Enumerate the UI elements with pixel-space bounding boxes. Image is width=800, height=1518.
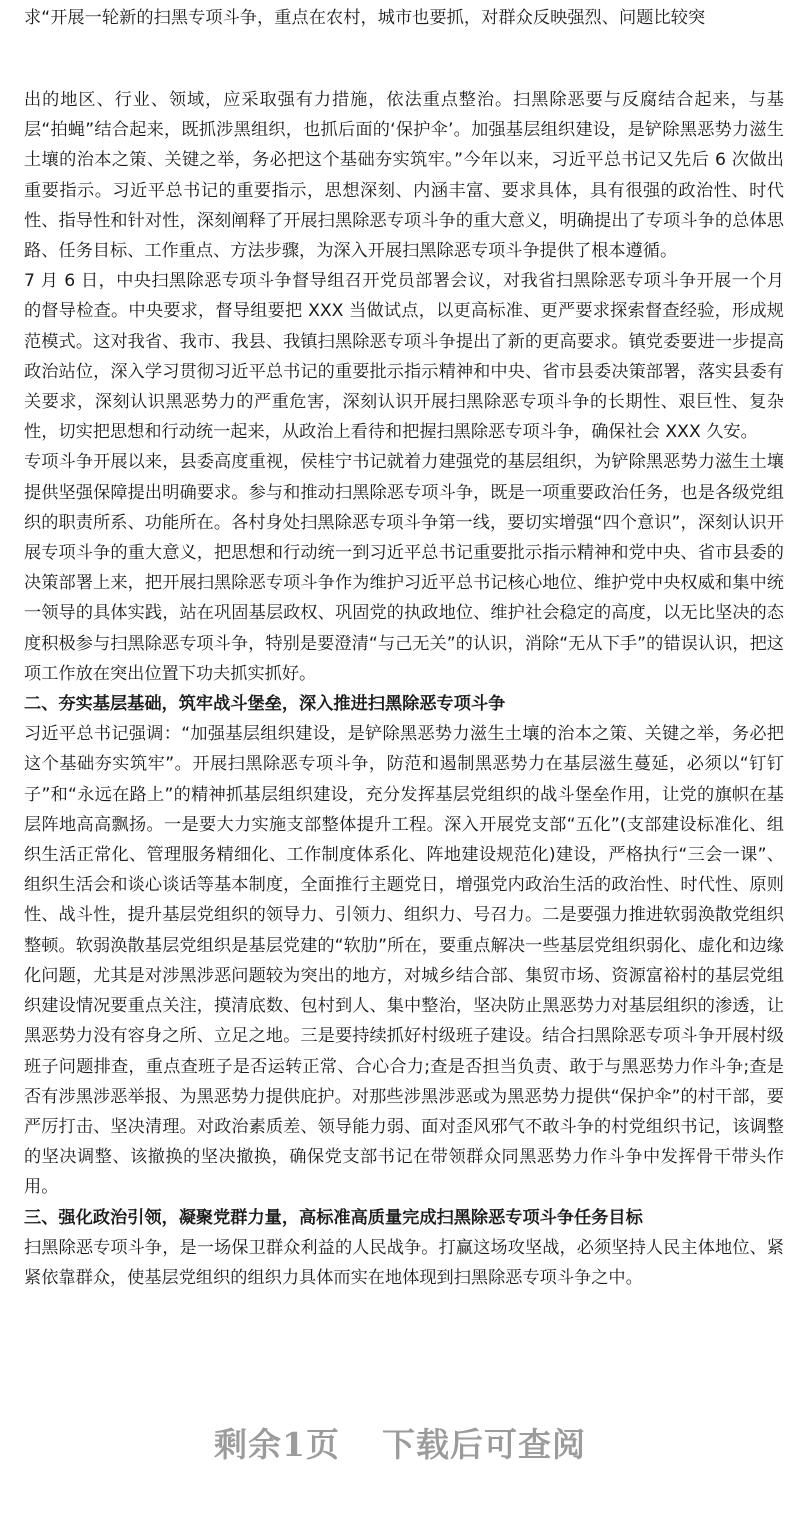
remaining-pages-text: 剩余1页 <box>214 1425 340 1464</box>
section-heading-3: 三、强化政治引领，凝聚党群力量，高标准高质量完成扫黑除恶专项斗争任务目标 <box>24 1207 643 1228</box>
remaining-pages-banner[interactable] <box>0 1420 800 1470</box>
download-to-view-text: 下载后可查阅 <box>381 1425 586 1464</box>
paragraph: 专项斗争开展以来，县委高度重视，侯桂宁书记就着力建强党的基层组织，为铲除黑恶势力滋生土壤提供坚强保障提出明确要求。参与和推动扫黑除恶专项斗争，既是一项重要政治任务，也是各级党组织的职责所系、功能所在。各村身处扫黑除恶专项斗争第一线，要切实增强“四个意识”，深刻认识开展专项斗争的重大意义，把思想和行动统一到习近平总书记重要批示指示精神和党中央、省市县委的决策部署上来，把开展扫黑除恶专项斗争作为维护习近平总书记核心地位、维护党中央权威和集中统一领导的具体实践，站在巩固基层政权、巩固党的执政地位、维护社会稳定的高度，以无比坚决的态度积极参与扫黑除恶专项斗争，特别是要澄清“与己无关”的认识，消除“无从下手”的错误认识，把这项工作放在突出位置下功夫抓实抓好。 <box>24 452 784 684</box>
paragraph: 扫黑除恶专项斗争，是一场保卫群众利益的人民战争。打赢这场攻坚战，必须坚持人民主体地位、紧紧依靠群众，使基层党组织的组织力具体而实在地体现到扫黑除恶专项斗争之中。 <box>24 1237 784 1288</box>
text-line-continuation: 求“开展一轮新的扫黑专项斗争，重点在农村，城市也要抓，对群众反映强烈、问题比较突 <box>24 8 706 28</box>
paragraph: 7 月 6 日，中央扫黑除恶专项斗争督导组召开党员部署会议，对我省扫黑除恶专项斗争开展一个月的督导检查。中央要求，督导组要把 XXX 当做试点，以更高标准、更严要求探索督查经验，形成规范模式。这对我省、我市、我县、我镇扫黑除恶专项斗争提出了新的更高要求。镇党委要进一步提高政治站位，深入学习贯彻习近平总书记的重要批示指示精神和中央、省市县委决策部署，落实县委有关要求，深刻认识黑恶势力的严重危害，深刻认识开展扫黑除恶专项斗争的长期性、艰巨性、复杂性，切实把思想和行动统一起来，从政治上看待和把握扫黑除恶专项斗争，确保社会 XXX 久安。 <box>24 271 784 443</box>
section-heading-2: 二、夯实基层基础，筑牢战斗堡垒，深入推进扫黑除恶专项斗争 <box>24 694 506 715</box>
paragraph: 习近平总书记强调：“加强基层组织建设，是铲除黑恶势力滋生土壤的治本之策、关键之举，务必把这个基础夯实筑牢”。开展扫黑除恶专项斗争，防范和遏制黑恶势力在基层滋生蔓延，必须以“钉钉子”和“永远在路上”的精神抓基层组织建设，充分发挥基层党组织的战斗堡垒作用，让党的旗帜在基层阵地高高飘扬。一是要大力实施支部整体提升工程。深入开展党支部“五化”(支部建设标准化、组织生活正常化、管理服务精细化、工作制度体系化、阵地建设规范化)建设，严格执行“三会一课”、组织生活会和谈心谈话等基本制度，全面推行主题党日，增强党内政治生活的政治性、时代性、原则性、战斗性，提升基层党组织的领导力、引领力、组织力、号召力。二是要强力推进软弱涣散党组织整顿。软弱涣散基层党组织是基层党建的“软肋”所在，要重点解决一些基层党组织弱化、虚化和边缘化问题，尤其是对涉黑涉恶问题较为突出的地方，对城乡结合部、集贸市场、资源富裕村的基层党组织建设情况要重点关注，摸清底数、包村到人、集中整治，坚决防止黑恶势力对基层组织的渗透，让黑恶势力没有容身之所、立足之地。三是要持续抓好村级班子建设。结合扫黑除恶专项斗争开展村级班子问题排查，重点查班子是否运转正常、合心合力;查是否担当负责、敢于与黑恶势力作斗争;查是否有涉黑涉恶举报、为黑恶势力提供庇护。对那些涉黑涉恶或为黑恶势力提供“保护伞”的村干部，要严厉打击、坚决清理。对政治素质差、领导能力弱、面对歪风邪气不敢斗争的村党组织书记，该调整的坚决调整、该撤换的坚决撤换，确保党支部书记在带领群众同黑恶势力作斗争中发挥骨干带头作用。 <box>24 724 784 1198</box>
paragraph: 出的地区、行业、领域，应采取强有力措施，依法重点整治。扫黑除恶要与反腐结合起来，与基层“拍蝇”结合起来，既抓涉黑组织，也抓后面的‘保护伞’。加强基层组织建设，是铲除黑恶势力滋生土壤的治本之策、关键之举，务必把这个基础夯实筑牢。”今年以来，习近平总书记又先后 6 次做出重要指示。习近平总书记的重要指示，思想深刻、内涵丰富、要求具体，具有很强的政治性、时代性、指导性和针对性，深刻阐释了开展扫黑除恶专项斗争的重大意义，明确提出了专项斗争的总体思路、任务目标、工作重点、方法步骤，为深入开展扫黑除恶专项斗争提供了根本遵循。 <box>24 90 784 262</box>
document-body <box>24 85 784 1293</box>
